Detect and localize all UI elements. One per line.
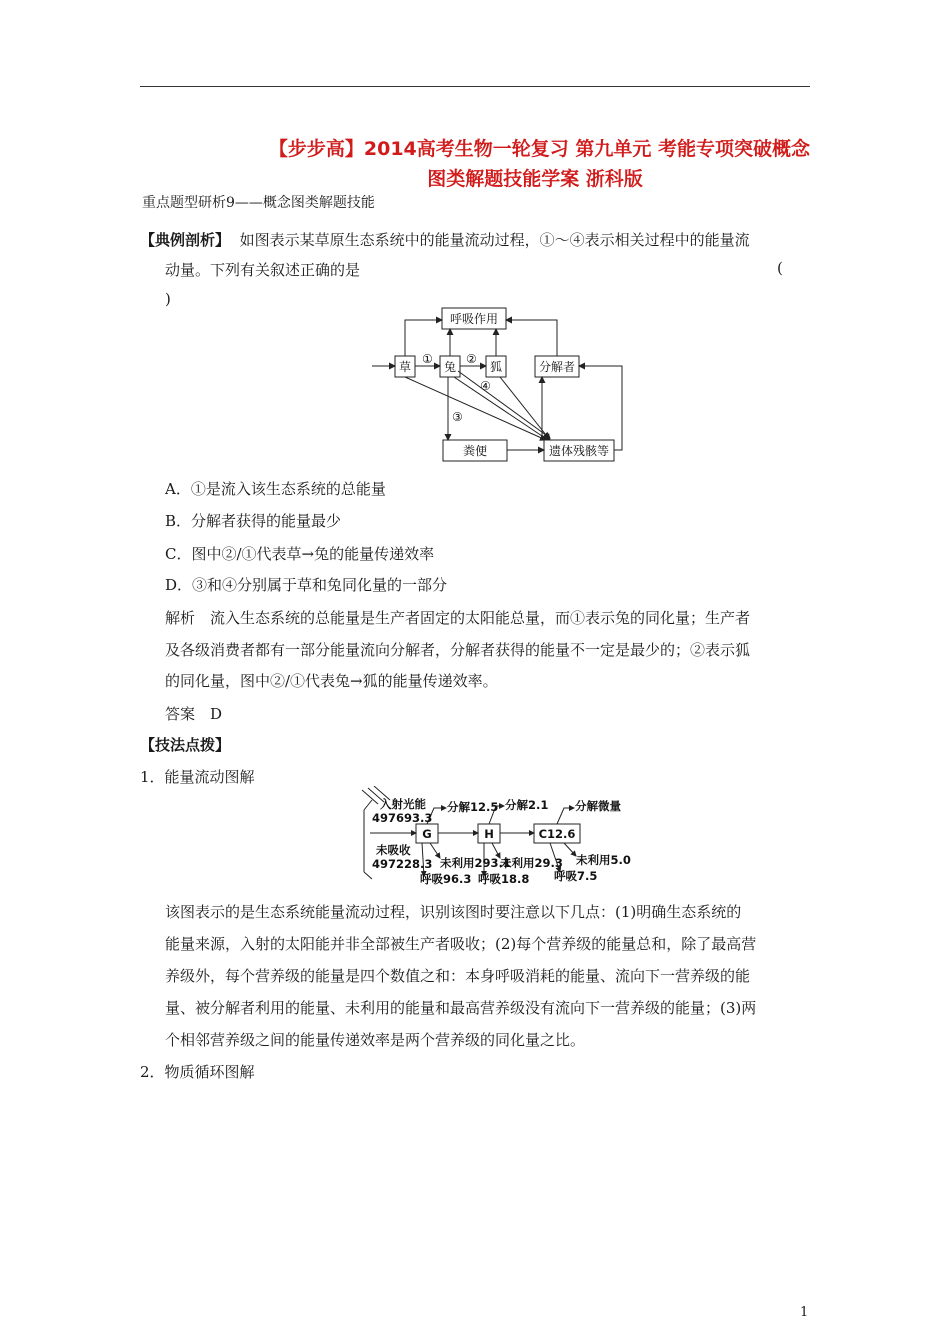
item1-heading: 1．能量流动图解 [140,768,255,786]
feces-label: 粪便 [462,444,488,458]
example-label: 【典例剖析】 [140,231,231,249]
analysis-line3: 的同化量，图中②/①代表兔→狐的能量传递效率。 [165,672,498,690]
flow-label-3: ③ [452,410,463,424]
c-label: C12.6 [538,827,576,841]
example-question-text1: 如图表示某草原生态系统中的能量流动过程，①～④表示相关过程中的能量流 [239,231,750,249]
page-number: 1 [800,1305,809,1320]
explanation-line1: 该图表示的是生态系统能量流动过程，识别该图时要注意以下几点：(1)明确生态系统的 [165,903,742,921]
unused-h: 未利用29.3 [500,856,563,870]
energy-flow-diagram [360,300,630,470]
option-a: A．①是流入该生态系统的总能量 [165,480,386,498]
h-label: H [484,827,494,841]
rabbit-label: 兔 [443,360,457,374]
unused-g: 未利用293.1 [440,856,511,870]
g-label: G [422,827,432,841]
flow-label-1: ① [422,352,433,366]
flow-label-2: ② [466,352,477,366]
answer-line: 答案 D [165,705,223,723]
option-d: D．③和④分别属于草和兔同化量的一部分 [165,576,448,594]
header-rule [140,86,810,87]
item2-heading: 2．物质循环图解 [140,1063,255,1081]
respiration-label: 呼吸作用 [449,312,499,326]
answer-paren-open: ( [777,259,783,277]
section-heading: 重点题型研析9——概念图类解题技能 [142,195,375,211]
explanation-line2: 能量来源，入射的太阳能并非全部被生产者吸收；(2)每个营养级的能量总和，除了最高营 [165,935,757,953]
decomp-g: 分解12.5 [447,800,499,814]
analysis-line2: 及各级消费者都有一部分能量流向分解者，分解者获得的能量不一定是最少的；②表示狐 [165,641,751,659]
resp-g: 呼吸96.3 [420,872,472,886]
decomp-h: 分解2.1 [505,798,549,812]
fox-label: 狐 [489,360,503,374]
grass-label: 草 [398,360,412,374]
document-title-line1: 【步步高】2014高考生物一轮复习 第九单元 考能专项突破概念 [268,138,810,160]
option-b: B．分解者获得的能量最少 [165,512,342,530]
explanation-line3: 养级外，每个营养级的能量是四个数值之和：本身呼吸消耗的能量、流向下一营养级的能 [165,967,751,985]
incident-value: 497693.3 [372,811,433,825]
tips-heading: 【技法点拨】 [140,736,231,754]
decomp-c: 分解微量 [575,799,621,813]
example-question-line2: 动量。下列有关叙述正确的是 [165,261,361,279]
incident-label: 入射光能 [380,797,426,811]
example-question-line1 [140,229,750,250]
resp-h: 呼吸18.8 [478,872,530,886]
remains-label: 遗体残骸等 [548,444,610,458]
answer-paren-close: ) [165,290,171,308]
decomposer-label: 分解者 [538,360,576,374]
resp-c: 呼吸7.5 [554,869,598,883]
unabsorbed-value: 497228.3 [372,857,433,871]
explanation-line5: 个相邻营养级之间的能量传递效率是两个营养级的同化量之比。 [165,1031,586,1049]
explanation-line4: 量、被分解者利用的能量、未利用的能量和最高营养级没有流向下一营养级的能量；(3)两 [165,999,757,1017]
option-c: C．图中②/①代表草→兔的能量传递效率 [165,545,435,563]
flow-label-4: ④ [480,379,491,393]
unused-c: 未利用5.0 [576,853,631,867]
document-title-line2: 图类解题技能学案 浙科版 [427,168,643,190]
energy-values-diagram [350,786,660,886]
analysis-line1: 解析 流入生态系统的总能量是生产者固定的太阳能总量，而①表示兔的同化量；生产者 [165,609,751,627]
unabsorbed-label: 未吸收 [376,843,411,857]
